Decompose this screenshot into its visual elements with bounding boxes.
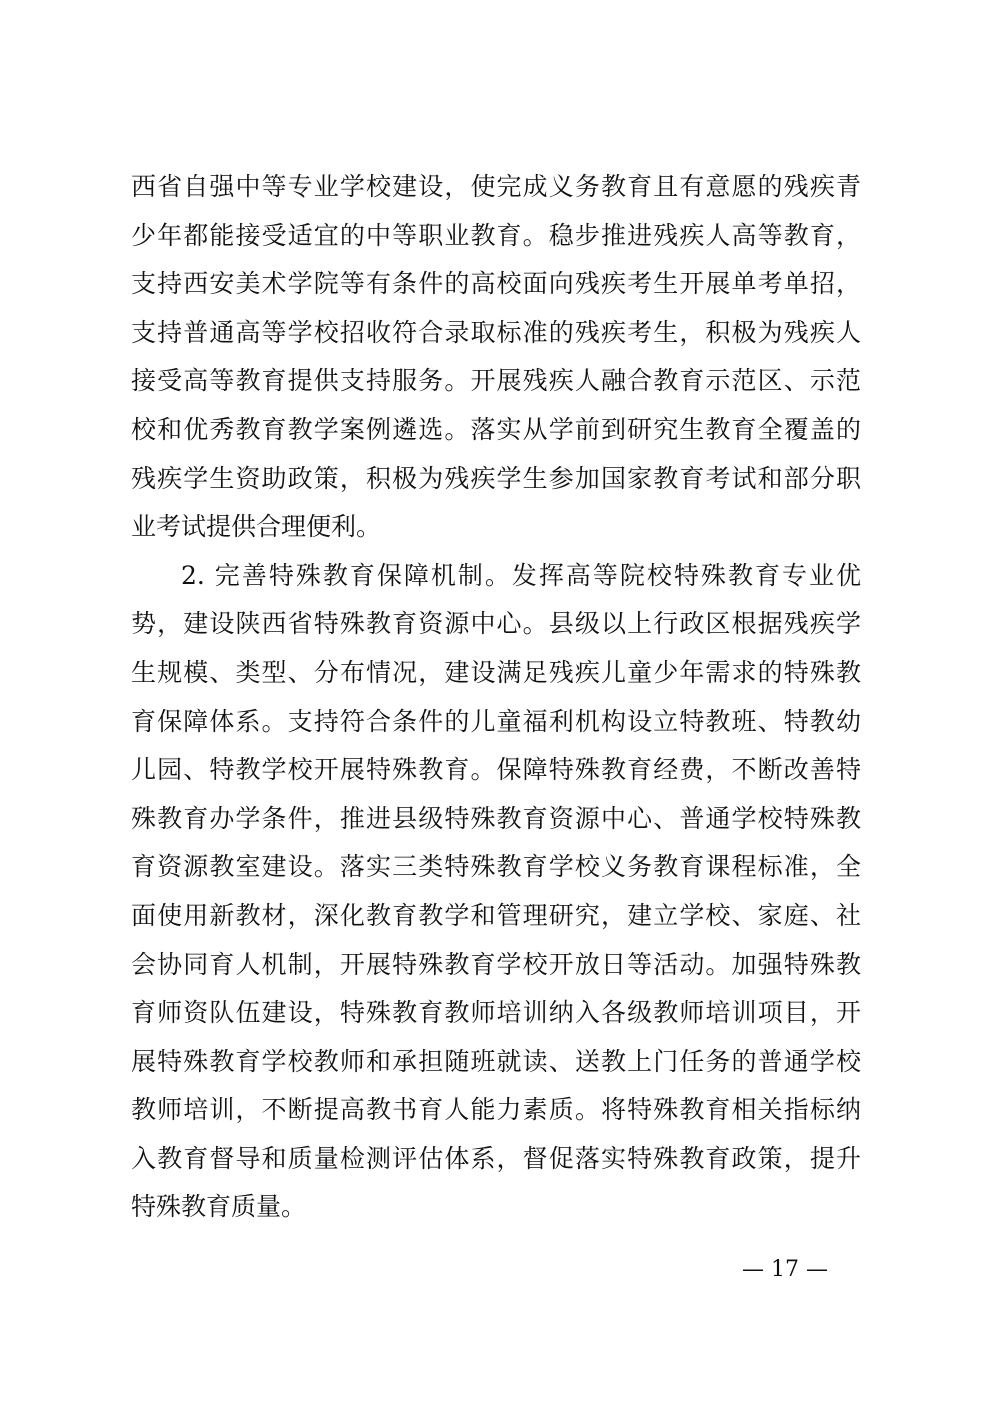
text-line: 特殊教育质量。: [131, 1192, 307, 1222]
text-line: 接受高等教育提供支持服务。开展残疾人融合教育示范区、示范: [131, 366, 861, 396]
text-line: 育保障体系。支持符合条件的儿童福利机构设立特教班、特教幼: [131, 706, 861, 736]
page-number: — 17 —: [742, 1257, 828, 1282]
text-line: 支持普通高等学校招收符合录取标准的残疾考生，积极为残疾人: [131, 317, 861, 347]
paragraph-1: [131, 163, 861, 552]
text-line: 势，建设陕西省特殊教育资源中心。县级以上行政区根据残疾学: [131, 609, 861, 639]
text-line: 西省自强中等专业学校建设，使完成义务教育且有意愿的残疾青: [131, 172, 861, 201]
text-line: 少年都能接受适宜的中等职业教育。稳步推进残疾人高等教育，: [131, 220, 861, 250]
text-line: 育资源教室建设。落实三类特殊教育学校义务教育课程标准，全: [131, 852, 861, 882]
text-line: 会协同育人机制，开展特殊教育学校开放日等活动。加强特殊教: [131, 949, 861, 979]
text-line: 残疾学生资助政策，积极为残疾学生参加国家教育考试和部分职: [131, 463, 861, 493]
text-line: 教师培训，不断提高教书育人能力素质。将特殊教育相关指标纳: [131, 1095, 861, 1125]
paragraph-2: [131, 552, 861, 1232]
text-line: 殊教育办学条件，推进县级特殊教育资源中心、普通学校特殊教: [131, 803, 861, 833]
text-line: 育师资队伍建设，特殊教育教师培训纳入各级教师培训项目，开: [131, 998, 861, 1028]
text-line: 儿园、特教学校开展特殊教育。保障特殊教育经费，不断改善特: [131, 755, 861, 785]
text-line: 展特殊教育学校教师和承担随班就读、送教上门任务的普通学校: [131, 1046, 861, 1076]
text-line: 2. 完善特殊教育保障机制。发挥高等院校特殊教育专业优: [181, 560, 861, 590]
text-line: 支持西安美术学院等有条件的高校面向残疾考生开展单考单招，: [131, 269, 861, 299]
text-line: 校和优秀教育教学案例遴选。落实从学前到研究生教育全覆盖的: [131, 414, 861, 444]
text-line: 入教育督导和质量检测评估体系，督促落实特殊教育政策，提升: [131, 1143, 861, 1173]
text-line: 面使用新教材，深化教育教学和管理研究，建立学校、家庭、社: [131, 900, 861, 930]
text-line: 生规模、类型、分布情况，建设满足残疾儿童少年需求的特殊教: [131, 657, 861, 687]
text-line: 业考试提供合理便利。: [131, 512, 382, 542]
body-text: [131, 163, 861, 1232]
